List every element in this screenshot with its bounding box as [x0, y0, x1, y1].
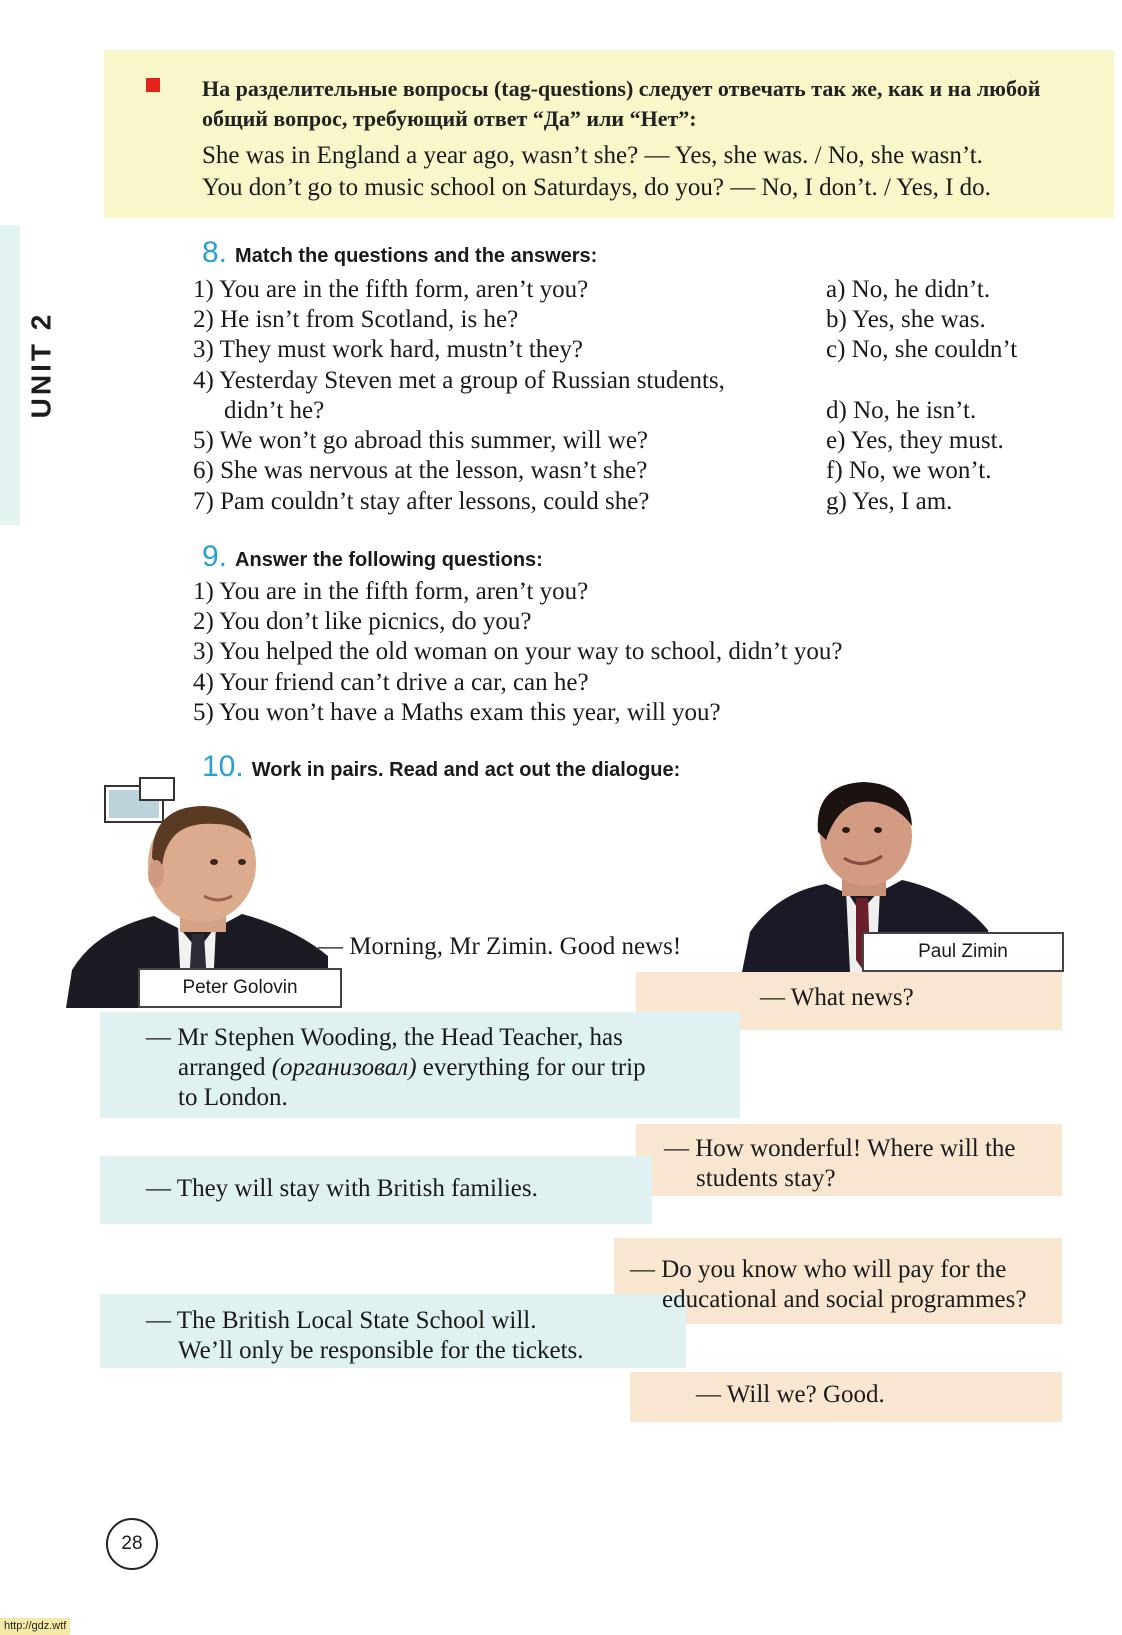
ex8-question-5: 5) We won’t go abroad this summer, will we?: [193, 427, 649, 454]
dialogue-line-peter-2c: to London.: [178, 1084, 288, 1111]
ex8-answer-e: e) Yes, they must.: [826, 427, 1004, 454]
dialogue-line-paul-2b: students stay?: [696, 1165, 836, 1192]
rule-example-2: You don’t go to music school on Saturdays, do you? — No, I don’t. / Yes, I do.: [202, 174, 991, 201]
page-number: 28: [106, 1518, 158, 1570]
ex8-question-1: 1) You are in the fifth form, aren’t you?: [193, 276, 589, 303]
dialogue-line-peter-1: — Morning, Mr Zimin. Good news!: [318, 933, 682, 960]
dialogue-line-paul-4: — Will we? Good.: [696, 1381, 885, 1408]
exercise-8-number: 8.: [202, 236, 228, 269]
ex9-question-3: 3) You helped the old woman on your way to school, didn’t you?: [193, 638, 843, 665]
exercise-10-header: [202, 750, 680, 784]
ex8-answer-f: f) No, we won’t.: [826, 457, 992, 484]
ex8-answer-b: b) Yes, she was.: [826, 306, 986, 333]
rule-examples: [202, 140, 1112, 204]
ex8-answer-d: d) No, he isn’t.: [826, 397, 977, 424]
ex8-answer-c: c) No, she couldn’t: [826, 336, 1018, 363]
unit-label: UNIT 2: [25, 311, 56, 419]
ex9-question-2: 2) You don’t like picnics, do you?: [193, 608, 532, 635]
red-square-marker-icon: [146, 78, 160, 92]
dialogue-line-peter-4b: We’ll only be responsible for the tickets.: [178, 1337, 584, 1364]
dialogue-line-peter-4a: — The British Local State School will.: [146, 1307, 537, 1334]
dialogue-line-peter-2a: — Mr Stephen Wooding, the Head Teacher, has: [146, 1024, 623, 1051]
exercise-10-number: 10.: [202, 750, 244, 783]
russian-gloss: (организовал): [271, 1054, 417, 1081]
exercise-9-number: 9.: [202, 540, 228, 573]
ex8-question-6: 6) She was nervous at the lesson, wasn’t she?: [193, 457, 648, 484]
ex8-question-4: 4) Yesterday Steven met a group of Russian students,: [193, 367, 725, 394]
exercise-8-title: Match the questions and the answers:: [235, 245, 598, 267]
ex8-question-2: 2) He isn’t from Scotland, is he?: [193, 306, 519, 333]
exercise-9-header: [202, 540, 543, 574]
dialogue-line-paul-2a: — How wonderful! Where will the: [664, 1135, 1016, 1162]
dialogue-line-paul-3a: — Do you know who will pay for the: [630, 1256, 1007, 1283]
name-tag-paul: Paul Zimin: [862, 932, 1064, 972]
ex9-question-1: 1) You are in the fifth form, aren’t you?: [193, 578, 589, 605]
dialogue-line-paul-1: — What news?: [760, 984, 914, 1011]
ex9-question-5: 5) You won’t have a Maths exam this year, will you?: [193, 699, 721, 726]
dialogue-line-paul-3b: educational and social programmes?: [662, 1286, 1027, 1313]
rule-example-1: She was in England a year ago, wasn’t she? — Yes, she was. / No, she wasn’t.: [202, 142, 983, 169]
side-tab: [0, 225, 20, 525]
dialogue-line-peter-2b: arranged (организовал) everything for our trip: [178, 1054, 646, 1081]
exercise-9-title: Answer the following questions:: [235, 549, 543, 571]
name-tag-peter: Peter Golovin: [138, 968, 342, 1008]
rule-text-ru: На разделительные вопросы (tag-questions) следует отвечать так же, как и на любой общий вопрос, требующий ответ “Да” или “Нет”:: [202, 76, 1041, 131]
ex8-answer-a: a) No, he didn’t.: [826, 276, 991, 303]
ex9-question-4: 4) Your friend can’t drive a car, can he?: [193, 669, 589, 696]
ex8-question-4-cont: didn’t he?: [224, 397, 325, 424]
ex8-question-7: 7) Pam couldn’t stay after lessons, could she?: [193, 488, 650, 515]
watermark-link[interactable]: http://gdz.wtf: [0, 1618, 70, 1635]
exercise-10-title: Work in pairs. Read and act out the dialogue:: [251, 759, 681, 781]
ex8-answer-g: g) Yes, I am.: [826, 488, 953, 515]
ex8-question-3: 3) They must work hard, mustn’t they?: [193, 336, 583, 363]
dialogue-line-peter-3: — They will stay with British families.: [146, 1175, 538, 1202]
exercise-8-header: [202, 236, 597, 270]
